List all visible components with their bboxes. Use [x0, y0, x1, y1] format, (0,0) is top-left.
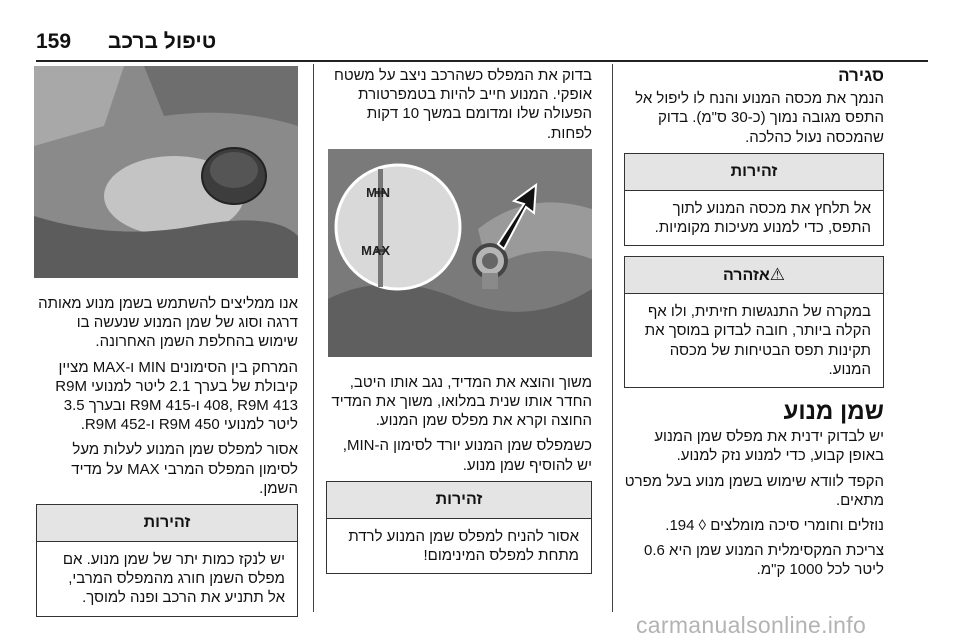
caution-title: זהירות [625, 154, 883, 191]
section-heading-engine-oil: שמן מנוע [783, 398, 884, 426]
engine-oil-p2: הקפד לוודא שימוש בשמן מנוע בעל מפרט מתאים. [624, 472, 884, 509]
left-p2: המרחק בין הסימונים MIN ו-MAX מציין קיבולת של בערך 2.1 ליטר למנועי R9M 408, R9M 413 ו-R9M 415 ובערך 3.5 ליטר למנועי R9M 450 ו-R9M 452. [55, 358, 298, 434]
page-header [0, 0, 960, 60]
column-divider-left [313, 64, 314, 612]
closing-text: הנמך את מכסה המנוע והנח לו ליפול אל התפס מגובה נמוך (כ-30 ס"מ). בדוק שהמכסה נעול כהלכה. [635, 90, 884, 146]
caution-box-middle [326, 481, 592, 574]
column-middle [326, 66, 592, 584]
warning-title: אזהרה [722, 267, 770, 285]
left-p1: אנו ממליצים להשתמש בשמן מנוע מאותה דרגה וסוג של שמן המנוע שנעשה בו שימוש בהחלפת השמן האחרונה. [38, 295, 298, 351]
warning-header [625, 257, 883, 294]
caution-title: זהירות [37, 505, 297, 542]
middle-p2: משוך והוצא את המדיד, נגב אותו היטב, החדר אותו שנית במלואו, משוך את המדיד החוצה וקרא את מפלס שמן המנוע. [331, 373, 592, 430]
engine-oil-p3: נוזלים וחומרי סיכה מומלצים ◊ 194. [665, 517, 884, 535]
caution-box-left [36, 504, 298, 617]
header-rule [36, 60, 928, 62]
label-max: MAX [361, 242, 390, 258]
caution-text: אל תלחץ את מכסה המנוע לתוך התפס, כדי למנוע מעיכות מקומיות. [654, 199, 871, 237]
column-left [36, 66, 298, 627]
page-title: טיפול ברכב [108, 30, 217, 53]
column-divider-right [612, 64, 613, 612]
watermark: carmanualsonline.info [636, 612, 867, 638]
engine-oil-p1: יש לבדוק ידנית את מפלס שמן המנוע באופן קבוע, כדי למנוע נזק למנוע. [654, 428, 884, 465]
left-p3: אסור למפלס שמן המנוע לעלות מעל לסימון המפלס המרבי MAX על מדיד השמן. [71, 441, 298, 497]
caution-text: אסור להניח למפלס שמן המנוע לרדת מתחת למפלס המינימום! [348, 527, 579, 565]
oil-cap-photo [34, 66, 298, 278]
warning-box [624, 256, 884, 388]
dipstick-photo [328, 149, 592, 357]
oil-cap-illustration [34, 66, 298, 278]
warning-triangle-icon: ⚠ [769, 265, 786, 285]
caution-title: זהירות [327, 482, 591, 519]
caution-box-closing [624, 153, 884, 246]
section-heading-closing: סגירה [838, 66, 884, 85]
middle-p1: בדוק את המפלס כשהרכב ניצב על משטח אופקי. המנוע חייב להיות בטמפרטורת הפעולה שלו ומדומם במשך 10 דקות לפחות. [333, 67, 592, 142]
caution-text: יש לנקז כמות יתר של שמן מנוע. אם מפלס השמן חורג מהמפלס המרבי, אל תתניע את הרכב ופנה למוסך. [62, 551, 285, 607]
middle-p3: כשמפלס שמן המנוע יורד לסימון ה-MIN, יש להוסיף שמן מנוע. [342, 437, 592, 474]
dipstick-illustration [328, 149, 592, 357]
page-number: 159 [36, 30, 72, 53]
engine-oil-p4: צריכת המקסימלית המנוע שמן היא 0.6 ליטר לכל 1000 ק"מ. [644, 542, 884, 579]
column-right [624, 66, 884, 586]
warning-text: במקרה של התנגשות חזיתית, ולו אף הקלה ביותר, חובה לבדוק במוסך את תקינות תפס הבטיחות של מכסה המנוע. [644, 303, 871, 378]
label-min: MIN [366, 184, 390, 200]
